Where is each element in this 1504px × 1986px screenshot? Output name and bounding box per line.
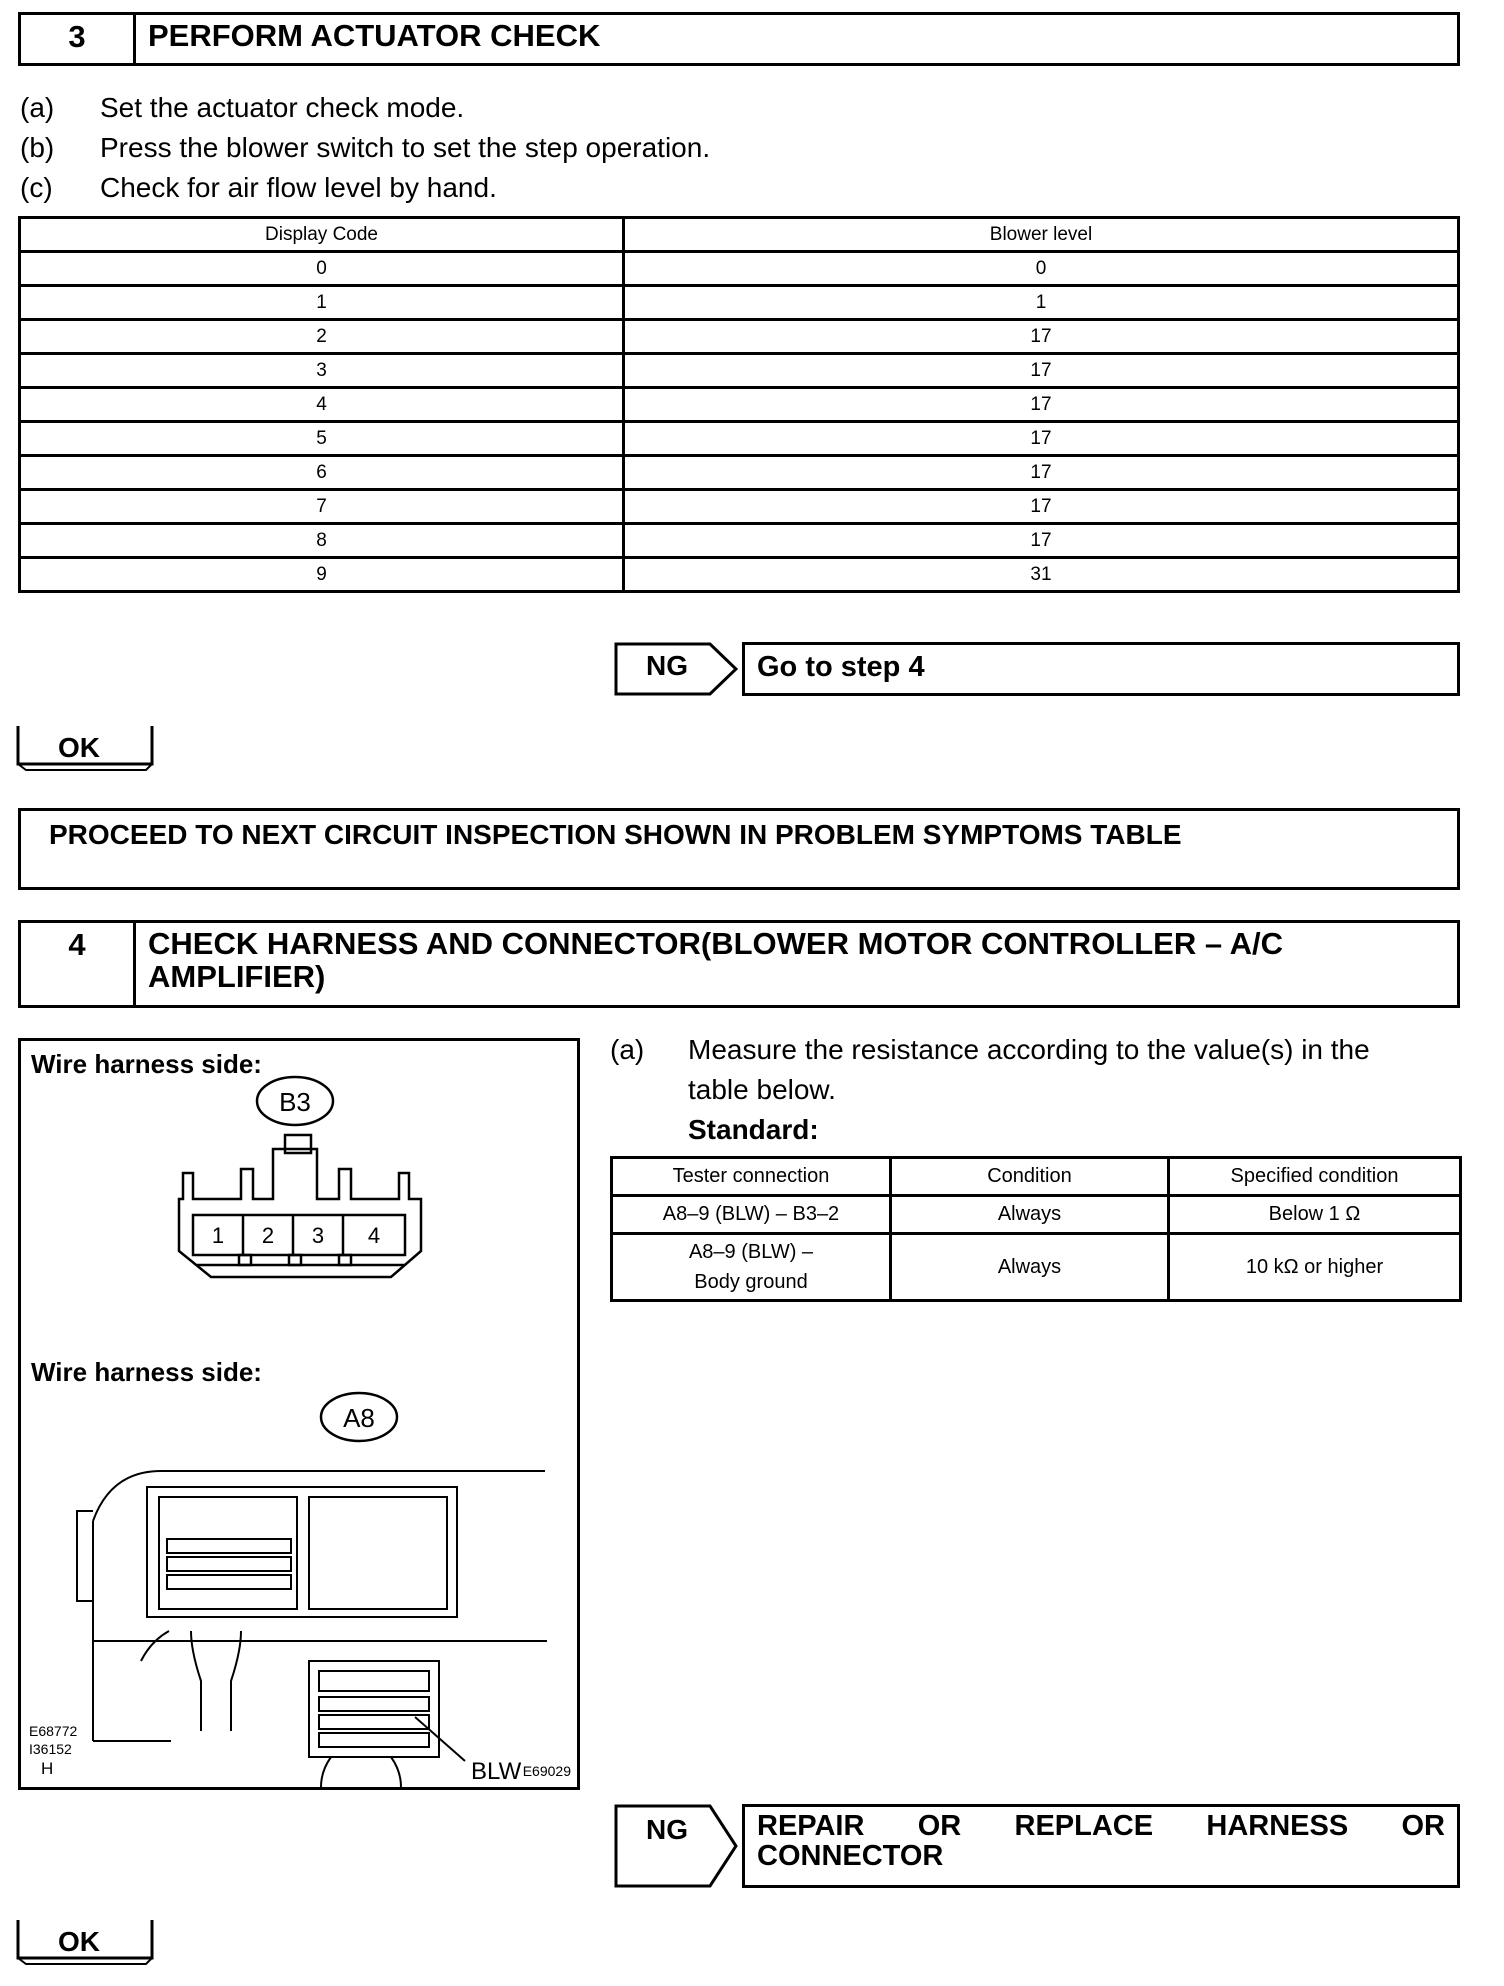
table-row	[612, 1234, 1461, 1301]
tester-connection-cell: A8–9 (BLW) – B3–2	[612, 1196, 891, 1234]
figure-code-3: H	[41, 1759, 54, 1778]
table-row	[20, 524, 1459, 558]
figure-label-b3: Wire harness side:	[31, 1049, 262, 1079]
proceed-box	[18, 808, 1460, 890]
column-header: Display Code	[20, 218, 624, 252]
blw-pin-label: BLW	[471, 1758, 522, 1785]
ng-result-line-2: CONNECTOR	[757, 1840, 944, 1872]
table-row	[20, 354, 1459, 388]
instruction-line-2: table below.	[688, 1074, 836, 1105]
a8-amplifier-body	[77, 1471, 547, 1787]
blower-level-cell: 17	[624, 456, 1459, 490]
blower-level-cell: 17	[624, 354, 1459, 388]
connector-figure	[18, 1038, 580, 1790]
table-header-row	[20, 218, 1459, 252]
condition-cell: Always	[891, 1234, 1169, 1301]
blower-level-cell: 17	[624, 490, 1459, 524]
figure-code-2: I36152	[29, 1741, 72, 1757]
table-row	[20, 456, 1459, 490]
proceed-text: PROCEED TO NEXT CIRCUIT INSPECTION SHOWN IN PROBLEM SYMPTOMS TABLE	[49, 819, 1182, 850]
step-3-title: PERFORM ACTUATOR CHECK	[148, 18, 601, 53]
standard-label: Standard:	[688, 1114, 819, 1145]
b3-connector-body	[179, 1135, 421, 1277]
instruction-line-1: Measure the resistance according to the value(s) in the	[688, 1034, 1370, 1065]
resistance-table	[610, 1156, 1462, 1302]
b3-pin-3: 3	[311, 1223, 325, 1248]
table-row	[20, 320, 1459, 354]
table-header-row	[612, 1158, 1461, 1196]
b3-pin-4: 4	[367, 1223, 381, 1248]
figure-code-4: E69029	[522, 1763, 571, 1779]
display-code-cell: 5	[20, 422, 624, 456]
blower-level-cell: 17	[624, 422, 1459, 456]
column-header: Condition	[891, 1158, 1169, 1196]
condition-cell: Always	[891, 1196, 1169, 1234]
step-4-header	[18, 920, 1460, 1008]
ng-label: NG	[646, 650, 688, 681]
specified-condition-cell: 10 kΩ or higher	[1169, 1234, 1461, 1301]
connector-drawing	[21, 1041, 577, 1787]
column-header: Specified condition	[1169, 1158, 1461, 1196]
display-code-cell: 9	[20, 558, 624, 592]
table-row	[20, 252, 1459, 286]
table-row	[20, 422, 1459, 456]
instruction-a: (a) Set the actuator check mode.	[20, 92, 465, 123]
display-code-cell: 1	[20, 286, 624, 320]
figure-label-a8: Wire harness side:	[31, 1357, 262, 1387]
figure-code-1: E68772	[29, 1723, 78, 1739]
blower-level-cell: 17	[624, 388, 1459, 422]
column-header: Blower level	[624, 218, 1459, 252]
ng-result-line-1: REPAIR OR REPLACE HARNESS OR	[757, 1810, 1445, 1842]
table-row	[20, 490, 1459, 524]
display-code-cell: 3	[20, 354, 624, 388]
step-3-number: 3	[21, 15, 136, 63]
ng-result-text: Go to step 4	[757, 651, 925, 683]
table-row	[20, 558, 1459, 592]
blower-level-cell: 0	[624, 252, 1459, 286]
instruction-b: (b) Press the blower switch to set the step operation.	[20, 132, 711, 163]
blower-level-cell: 31	[624, 558, 1459, 592]
step-4-number: 4	[21, 923, 136, 1005]
b3-pin-2: 2	[261, 1223, 275, 1248]
instruction-label: (a)	[610, 1034, 645, 1065]
table-row	[20, 388, 1459, 422]
table-row	[612, 1196, 1461, 1234]
display-code-cell: 4	[20, 388, 624, 422]
display-code-cell: 7	[20, 490, 624, 524]
step-4-instruction	[610, 1030, 1462, 1150]
column-header: Tester connection	[612, 1158, 891, 1196]
table-row	[20, 286, 1459, 320]
blower-level-table	[18, 216, 1460, 593]
blower-level-cell: 17	[624, 320, 1459, 354]
step-3-header	[18, 12, 1460, 66]
tester-connection-cell: A8–9 (BLW) – Body ground	[612, 1234, 891, 1301]
specified-condition-cell: Below 1 Ω	[1169, 1196, 1461, 1234]
ng-label: NG	[646, 1814, 688, 1845]
display-code-cell: 2	[20, 320, 624, 354]
display-code-cell: 0	[20, 252, 624, 286]
blower-level-cell: 17	[624, 524, 1459, 558]
ok-label: OK	[58, 732, 100, 763]
a8-label: A8	[343, 1403, 375, 1433]
ok-label: OK	[58, 1926, 100, 1957]
step-4-title: CHECK HARNESS AND CONNECTOR(BLOWER MOTOR CONTROLLER – A/C AMPLIFIER)	[148, 926, 1283, 994]
ng-result-box	[742, 1804, 1460, 1888]
b3-label: B3	[279, 1087, 311, 1117]
b3-pin-1: 1	[211, 1223, 225, 1248]
display-code-cell: 8	[20, 524, 624, 558]
display-code-cell: 6	[20, 456, 624, 490]
blower-level-cell: 1	[624, 286, 1459, 320]
ng-result-box	[742, 642, 1460, 696]
step-3-instructions	[20, 88, 1020, 208]
instruction-c: (c) Check for air flow level by hand.	[20, 172, 497, 203]
